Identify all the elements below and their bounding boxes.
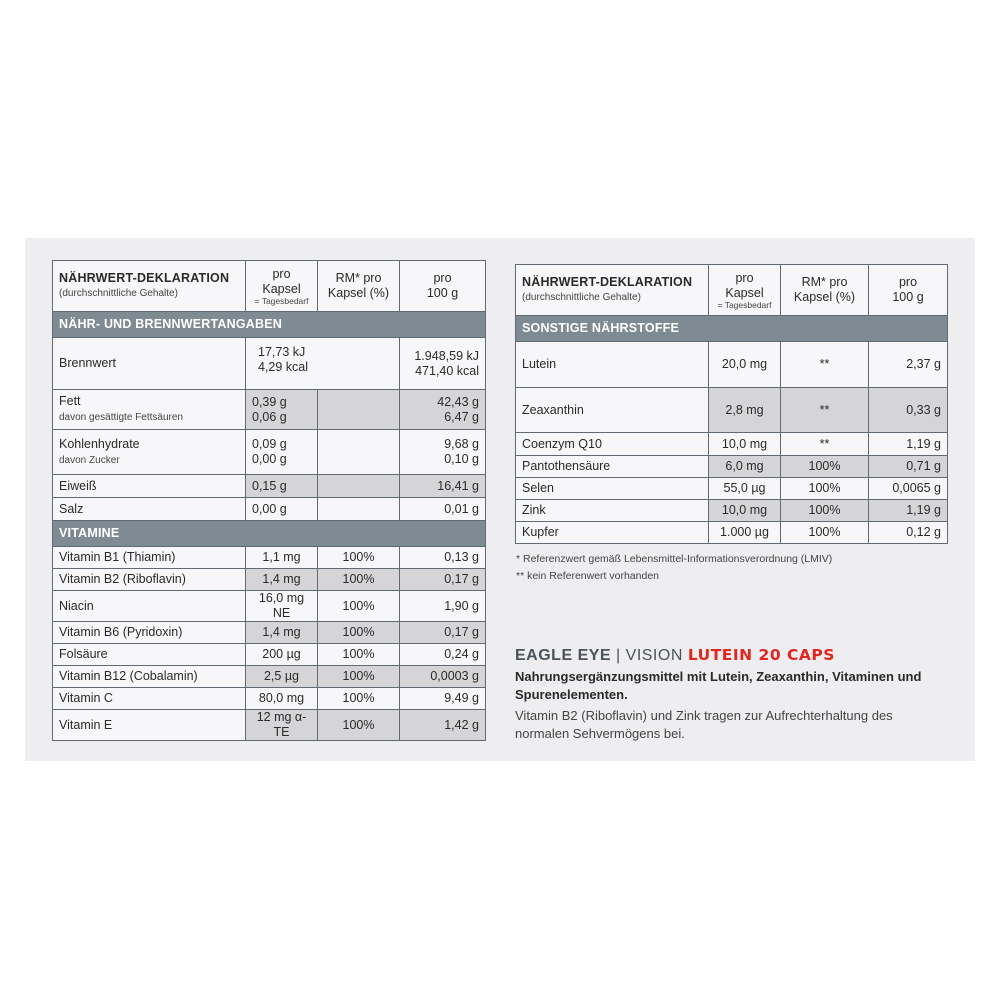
table-row: Lutein 20,0 mg ** 2,37 g xyxy=(516,342,948,388)
table-row: Kohlenhydrate davon Zucker 0,09 g 0,00 g 9,68 g 0,10 g xyxy=(53,430,486,475)
footnote-2: ** kein Referenwert vorhanden xyxy=(516,570,660,582)
table-row: Fett davon gesättigte Fettsäuren 0,39 g 0,06 g 42,43 g 6,47 g xyxy=(53,390,486,430)
table-row: Folsäure 200 µg 100% 0,24 g xyxy=(53,644,486,666)
col-rm-header: RM* pro Kapsel (%) xyxy=(781,265,869,316)
section-sonstige: SONSTIGE NÄHRSTOFFE xyxy=(516,316,948,342)
table-row: Brennwert 1.948,59 kJ 471,40 kcal xyxy=(53,338,486,390)
col-kapsel-header: pro Kapsel = Tagesbedarf xyxy=(709,265,781,316)
product-brand: EAGLE EYE | VISION LUTEIN 20 CAPS xyxy=(515,646,835,664)
table-row: Vitamin B6 (Pyridoxin) 1,4 mg 100% 0,17 g xyxy=(53,622,486,644)
table-row: Selen 55,0 µg 100% 0,0065 g xyxy=(516,478,948,500)
table-row: Vitamin E 12 mg α-TE 100% 1,42 g xyxy=(53,710,486,741)
col-rm-header: RM* pro Kapsel (%) xyxy=(318,261,400,312)
table-row: Vitamin B1 (Thiamin) 1,1 mg 100% 0,13 g xyxy=(53,547,486,569)
table-row: Zink 10,0 mg 100% 1,19 g xyxy=(516,500,948,522)
health-claim: Vitamin B2 (Riboflavin) und Zink tragen zur Aufrechterhaltung des normalen Sehvermögens bei. xyxy=(515,708,893,741)
table-row: Vitamin B2 (Riboflavin) 1,4 mg 100% 0,17 g xyxy=(53,569,486,591)
col-kapsel-header: pro Kapsel = Tagesbedarf xyxy=(246,261,318,312)
product-description: Nahrungsergänzungsmittel mit Lutein, Zeaxanthin, Vitaminen und Spurenelementen. xyxy=(515,669,922,702)
brennwert-kapsel: 17,73 kJ 4,29 kcal xyxy=(258,345,309,374)
nutrition-table-right xyxy=(515,264,948,544)
table-row: Kupfer 1.000 µg 100% 0,12 g xyxy=(516,522,948,544)
table-header-title: NÄHRWERT-DEKLARATION (durchschnittliche Gehalte) xyxy=(516,265,709,316)
table-header-title: NÄHRWERT-DEKLARATION (durchschnittliche Gehalte) xyxy=(53,261,246,312)
table-row: Niacin 16,0 mg NE 100% 1,90 g xyxy=(53,591,486,622)
section-energy: NÄHR- UND BRENNWERTANGABEN xyxy=(53,312,486,338)
table-row: Vitamin B12 (Cobalamin) 2,5 µg 100% 0,0003 g xyxy=(53,666,486,688)
table-row: Eiweiß 0,15 g 16,41 g xyxy=(53,475,486,498)
section-vitamine: VITAMINE xyxy=(53,521,486,547)
col-100g-header: pro 100 g xyxy=(869,265,948,316)
nutrition-table-left xyxy=(52,260,486,741)
col-100g-header: pro 100 g xyxy=(400,261,486,312)
table-row: Salz 0,00 g 0,01 g xyxy=(53,498,486,521)
table-row: Vitamin C 80,0 mg 100% 9,49 g xyxy=(53,688,486,710)
table-row: Pantothensäure 6,0 mg 100% 0,71 g xyxy=(516,456,948,478)
table-row: Coenzym Q10 10,0 mg ** 1,19 g xyxy=(516,433,948,456)
footnote-1: * Referenzwert gemäß Lebensmittel-Informationsverordnung (LMIV) xyxy=(516,553,833,565)
table-row: Zeaxanthin 2,8 mg ** 0,33 g xyxy=(516,388,948,433)
